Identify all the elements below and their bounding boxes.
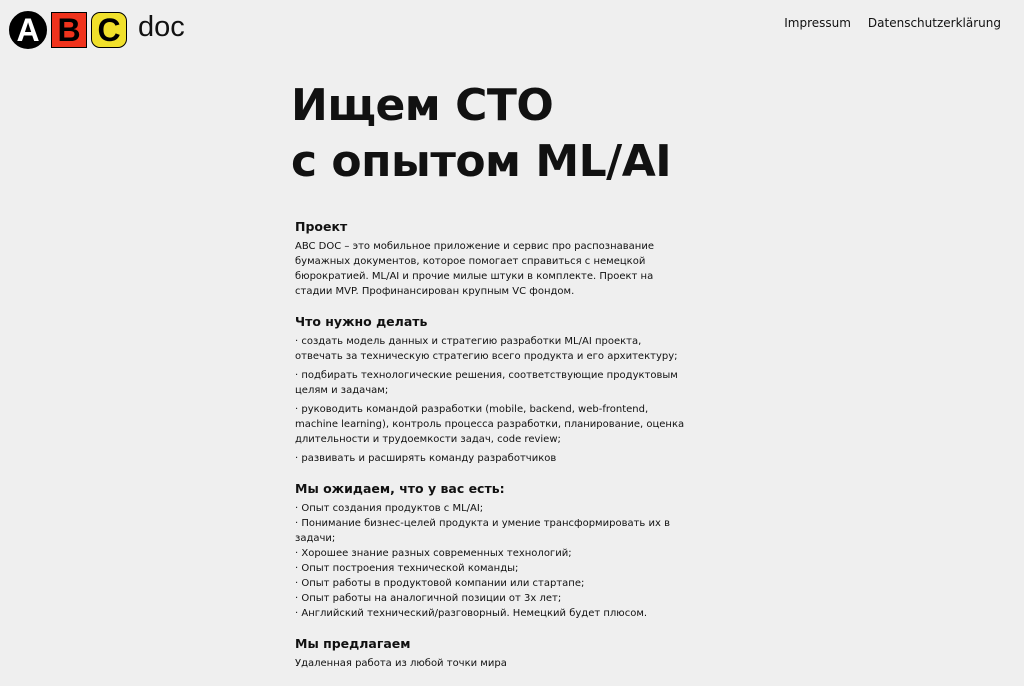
title-line-1: Ищем CTO xyxy=(291,80,554,131)
section-offer xyxy=(295,636,685,671)
logo-c: C xyxy=(91,12,127,48)
section-heading: Мы ожидаем, что у вас есть: xyxy=(295,481,505,496)
list-item: · Опыт работы на аналогичной позиции от 3х лет; xyxy=(295,593,562,604)
title-line-2: с опытом ML/AI xyxy=(291,136,672,187)
section-heading: Проект xyxy=(295,219,348,234)
job-description xyxy=(295,219,685,686)
section-heading: Мы предлагаем xyxy=(295,636,411,651)
logo-doc: doc xyxy=(138,10,185,43)
logo-b: B xyxy=(51,12,87,48)
list-item: · развивать и расширять команду разработчиков xyxy=(295,453,557,464)
list-item: · Понимание бизнес-целей продукта и умение трансформировать их в задачи; xyxy=(295,518,670,544)
page-title xyxy=(291,78,671,190)
section-heading: Что нужно делать xyxy=(295,314,428,329)
section-project xyxy=(295,219,685,299)
top-nav xyxy=(784,16,1001,30)
list-item: · создать модель данных и стратегию разработки ML/AI проекта, отвечать за техническую стратегию всего продукта и его архитектуру; xyxy=(295,336,678,362)
section-expect xyxy=(295,481,685,621)
nav-privacy[interactable]: Datenschutzerklärung xyxy=(867,16,1001,30)
list-item: · Опыт создания продуктов с ML/AI; xyxy=(295,503,484,514)
list-item: · Английский технический/разговорный. Немецкий будет плюсом. xyxy=(295,608,648,619)
list-item: · Хорошее знание разных современных технологий; xyxy=(295,548,572,559)
logo[interactable] xyxy=(9,11,185,49)
list-item: · Опыт построения технической команды; xyxy=(295,563,519,574)
list-item: · руководить командой разработки (mobile, backend, web-frontend, machine learning), контроль процесса разработки, планирование, оценка длительности и трудоемкости задач, code review; xyxy=(295,404,685,445)
section-text: ABC DOC – это мобильное приложение и сервис про распознавание бумажных документов, которое помогает справиться с немецкой бюрократией. ML/AI и прочие милые штуки в комплекте. Проект на стадии MVP. Профинансирован крупным VC фондом. xyxy=(295,241,654,297)
section-tasks xyxy=(295,314,685,466)
nav-impressum[interactable]: Impressum xyxy=(784,16,851,30)
section-text: Удаленная работа из любой точки мира xyxy=(295,658,507,669)
logo-a: A xyxy=(9,11,47,49)
list-item: · Опыт работы в продуктовой компании или стартапе; xyxy=(295,578,585,589)
list-item: · подбирать технологические решения, соответствующие продуктовым целям и задачам; xyxy=(295,370,678,396)
